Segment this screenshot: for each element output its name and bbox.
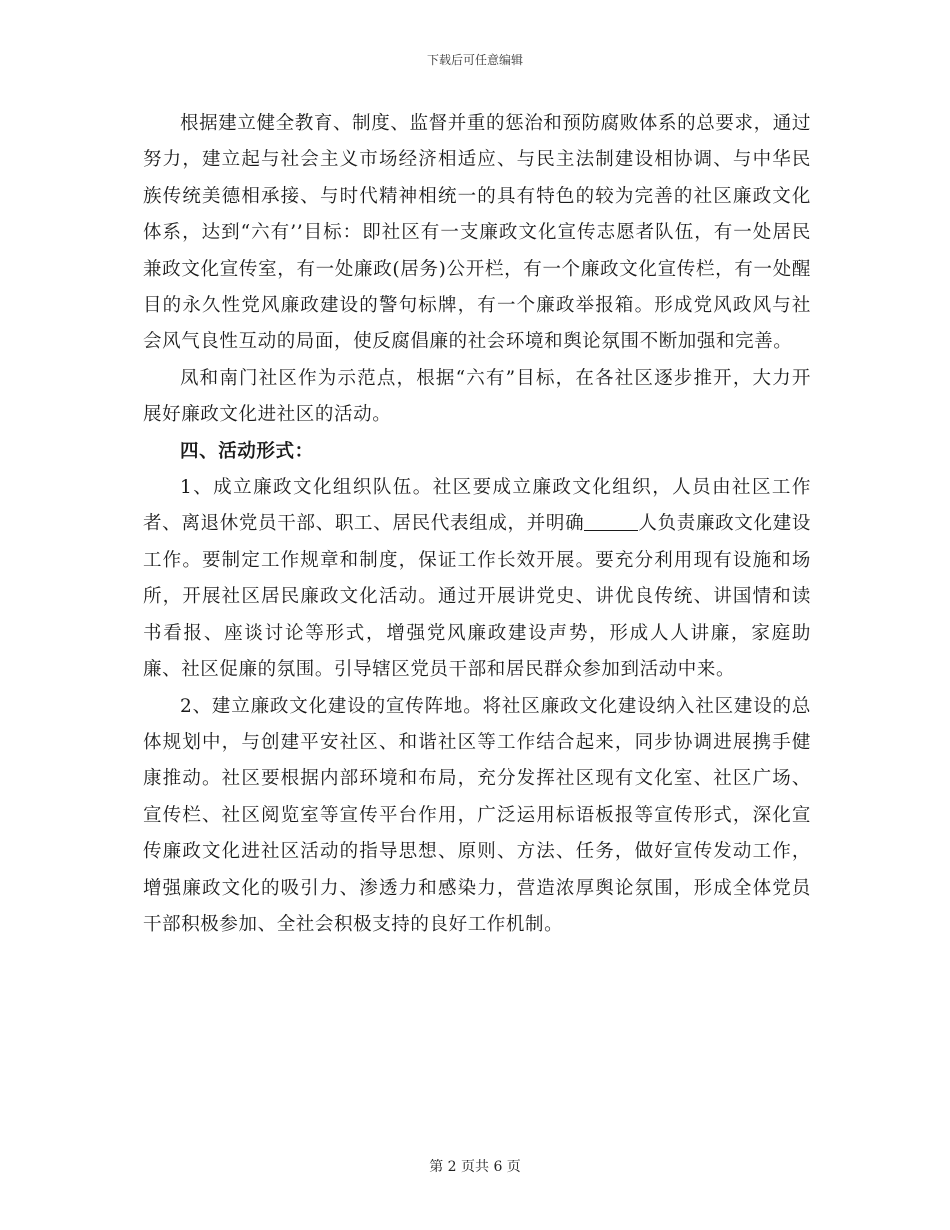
paragraph-goals: 根据建立健全教育、制度、监督并重的惩治和预防腐败体系的总要求，通过努力，建立起与社会主义市场经济相适应、与民主法制建设相协调、与中华民族传统美德相承接、与时代精神相统一的具有特色的较为完善的社区廉政文化体系，达到“六有’’目标：即社区有一支廉政文化宣传志愿者队伍，有一处居民兼政文化宣传室，有一处廉政(居务)公开栏，有一个廉政文化宣传栏，有一处醒目的永久性党风廉政建设的警句标牌，有一个廉政举报箱。形成党风政风与社会风气良性互动的局面，使反腐倡廉的社会环境和舆论氛围不断加强和完善。 — [143, 113, 811, 353]
paragraph-item-2: 2、建立廉政文化建设的宣传阵地。将社区廉政文化建设纳入社区建设的总体规划中，与创建平安社区、和谐社区等工作结合起来，同步协调进展携手健康推动。社区要根据内部环境和布局，充分发挥社区现有文化室、社区广场、宣传栏、社区阅览室等宣传平台作用，广泛运用标语板报等宣传形式，深化宣传廉政文化进社区活动的指导思想、原则、方法、任务，做好宣传发动工作，增强廉政文化的吸引力、渗透力和感染力，营造浓厚舆论氛围，形成全体党员干部积极参加、全社会积极支持的良好工作机制。 — [143, 695, 811, 935]
document-body — [143, 106, 811, 943]
section-heading-activity-forms: 四、活动形式： — [180, 440, 314, 462]
paragraph-item-1 — [143, 470, 811, 688]
fill-in-blank — [584, 512, 638, 532]
paragraph-pilot: 凤和南门社区作为示范点，根据“六有”目标，在各社区逐步推开，大力开展好廉政文化进社区的活动。 — [143, 367, 811, 426]
page-header: 下载后可任意编辑 — [426, 53, 523, 67]
item-1-text-start: 1、成立廉政文化组织队伍。社区要成立廉政文化组织，人员由社区工作者、离退休党员干部、职工、居民代表组成，并明确 — [143, 477, 811, 535]
page-footer: 第 2 页共 6 页 — [429, 1159, 521, 1175]
item-1-text-end: 人负责廉政文化建设工作。要制定工作规章和制度，保证工作长效开展。要充分利用现有设施和场所，开展社区居民廉政文化活动。通过开展讲党史、讲优良传统、讲国情和读书看报、座谈讨论等形式，增强党风廉政建设声势，形成人人讲廉，家庭助廉、社区促廉的氛围。引导辖区党员干部和居民群众参加到活动中来。 — [143, 513, 811, 681]
